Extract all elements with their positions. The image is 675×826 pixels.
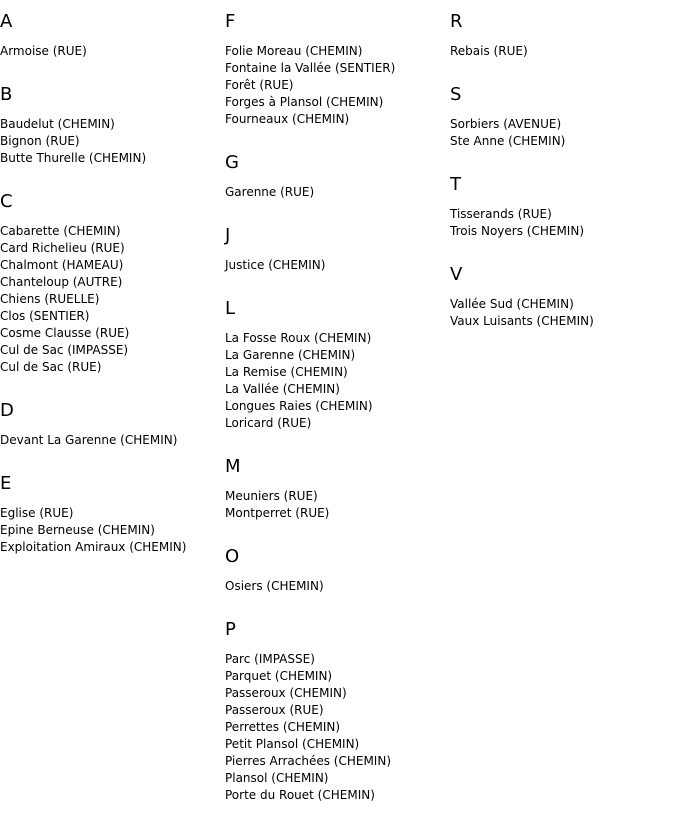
street-list-item: Forges à Plansol (CHEMIN) — [225, 95, 384, 109]
section-letter-heading: L — [225, 298, 236, 319]
section-letter-heading: O — [225, 546, 240, 567]
letter-section — [450, 82, 675, 150]
street-list-item: Passeroux (RUE) — [225, 703, 324, 717]
street-list-item: La Garenne (CHEMIN) — [225, 348, 356, 362]
street-list — [0, 43, 225, 60]
street-list-item: Armoise (RUE) — [0, 44, 87, 58]
street-list-item: Folie Moreau (CHEMIN) — [225, 44, 363, 58]
street-list-item: Passeroux (CHEMIN) — [225, 686, 347, 700]
street-list — [225, 578, 450, 595]
street-list-item: Eglise (RUE) — [0, 506, 74, 520]
index-column — [450, 9, 675, 352]
letter-section — [0, 471, 225, 556]
section-letter-heading: B — [0, 84, 13, 105]
street-list-item: La Remise (CHEMIN) — [225, 365, 348, 379]
street-list-item: Meuniers (RUE) — [225, 489, 318, 503]
street-list-item: Fourneaux (CHEMIN) — [225, 112, 350, 126]
street-list-item: La Vallée (CHEMIN) — [225, 382, 340, 396]
street-list-item: Epine Berneuse (CHEMIN) — [0, 523, 155, 537]
section-letter-heading: S — [450, 84, 462, 105]
street-list — [225, 488, 450, 522]
street-list — [450, 206, 675, 240]
street-list — [225, 257, 450, 274]
street-list-item: Cul de Sac (RUE) — [0, 360, 102, 374]
street-list-item: Butte Thurelle (CHEMIN) — [0, 151, 147, 165]
street-list — [225, 184, 450, 201]
section-letter-heading: G — [225, 152, 239, 173]
street-list — [450, 116, 675, 150]
street-list-item: Cul de Sac (IMPASSE) — [0, 343, 129, 357]
section-letter-heading: T — [450, 174, 461, 195]
street-list — [0, 116, 225, 167]
letter-section — [450, 9, 675, 60]
section-letter-heading: J — [225, 225, 231, 246]
street-list — [0, 223, 225, 376]
street-list-item: Devant La Garenne (CHEMIN) — [0, 433, 178, 447]
letter-section — [225, 544, 450, 595]
street-list-item: Forêt (RUE) — [225, 78, 294, 92]
section-letter-heading: D — [0, 400, 14, 421]
street-list-item: Petit Plansol (CHEMIN) — [225, 737, 360, 751]
letter-section — [0, 398, 225, 449]
street-list-item: Longues Raies (CHEMIN) — [225, 399, 373, 413]
street-list-item: Garenne (RUE) — [225, 185, 315, 199]
street-list-item: Trois Noyers (CHEMIN) — [450, 224, 584, 238]
street-list-item: Fontaine la Vallée (SENTIER) — [225, 61, 396, 75]
letter-section — [0, 9, 225, 60]
section-letter-heading: V — [450, 264, 463, 285]
index-column — [225, 9, 450, 826]
letter-section — [0, 189, 225, 376]
section-letter-heading: F — [225, 11, 236, 32]
street-list-item: Ste Anne (CHEMIN) — [450, 134, 566, 148]
street-list-item: Montperret (RUE) — [225, 506, 330, 520]
street-list — [450, 296, 675, 330]
street-list-item: Chalmont (HAMEAU) — [0, 258, 124, 272]
index-column — [0, 9, 225, 578]
street-list — [0, 432, 225, 449]
street-list-item: Exploitation Amiraux (CHEMIN) — [0, 540, 187, 554]
letter-section — [0, 82, 225, 167]
street-list-item: Porte du Rouet (CHEMIN) — [225, 788, 375, 802]
street-list-item: Tisserands (RUE) — [450, 207, 552, 221]
section-letter-heading: M — [225, 456, 241, 477]
section-letter-heading: E — [0, 473, 12, 494]
section-letter-heading: A — [0, 11, 13, 32]
street-list-item: Sorbiers (AVENUE) — [450, 117, 562, 131]
letter-section — [450, 262, 675, 330]
letter-section — [225, 9, 450, 128]
street-list-item: Pierres Arrachées (CHEMIN) — [225, 754, 392, 768]
street-list-item: Parquet (CHEMIN) — [225, 669, 333, 683]
street-list-item: Justice (CHEMIN) — [225, 258, 326, 272]
street-list-item: Card Richelieu (RUE) — [0, 241, 125, 255]
street-list-item: Perrettes (CHEMIN) — [225, 720, 341, 734]
street-list — [225, 651, 450, 804]
letter-section — [450, 172, 675, 240]
letter-section — [225, 617, 450, 804]
letter-section — [225, 454, 450, 522]
section-letter-heading: P — [225, 619, 236, 640]
street-list-item: Chiens (RUELLE) — [0, 292, 100, 306]
street-list-item: Loricard (RUE) — [225, 416, 312, 430]
street-list-item: Vaux Luisants (CHEMIN) — [450, 314, 594, 328]
section-letter-heading: R — [450, 11, 463, 32]
street-list-item: Bignon (RUE) — [0, 134, 80, 148]
street-list-item: Vallée Sud (CHEMIN) — [450, 297, 574, 311]
street-list-item: Chanteloup (AUTRE) — [0, 275, 123, 289]
street-list-item: Cosme Clausse (RUE) — [0, 326, 130, 340]
street-list-item: Rebais (RUE) — [450, 44, 528, 58]
street-list-item: Cabarette (CHEMIN) — [0, 224, 121, 238]
letter-section — [225, 296, 450, 432]
street-list — [225, 43, 450, 128]
street-list-item: Parc (IMPASSE) — [225, 652, 315, 666]
street-list-item: Plansol (CHEMIN) — [225, 771, 329, 785]
street-list-item: Baudelut (CHEMIN) — [0, 117, 115, 131]
street-list-item: La Fosse Roux (CHEMIN) — [225, 331, 372, 345]
letter-section — [225, 150, 450, 201]
street-list — [0, 505, 225, 556]
section-letter-heading: C — [0, 191, 13, 212]
street-list-item: Osiers (CHEMIN) — [225, 579, 324, 593]
street-list-item: Clos (SENTIER) — [0, 309, 90, 323]
street-list — [225, 330, 450, 432]
letter-section — [225, 223, 450, 274]
street-list — [450, 43, 675, 60]
